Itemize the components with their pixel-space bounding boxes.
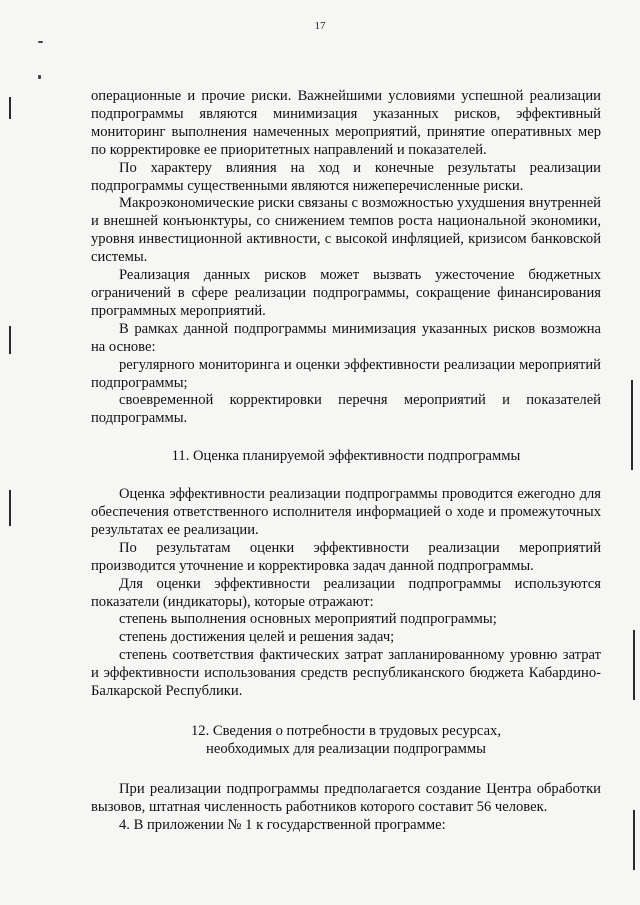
paragraph: Оценка эффективности реализации подпрограммы проводится ежегодно для обеспечения ответственного исполнителя информацией о ходе и промежуточных результатах ее реализации. <box>91 486 601 538</box>
list-item: степень достижения целей и решения задач; <box>119 629 395 646</box>
document-body <box>91 88 601 835</box>
paragraph: По характеру влияния на ход и конечные результаты реализации подпрограммы существенными являются нижеперечисленные риски. <box>91 159 601 194</box>
margin-line <box>633 810 635 870</box>
margin-line <box>9 326 11 354</box>
page-number: 17 <box>314 20 326 32</box>
paragraph: В рамках данной подпрограммы минимизация указанных рисков возможна на основе: <box>91 320 601 355</box>
paragraph: Макроэкономические риски связаны с возможностью ухудшения внутренней и внешней конъюнктуры, со снижением темпов роста национальной экономики, уровня инвестиционной активности, с высокой инфляцией, кризисом банковской системы. <box>91 195 601 266</box>
paragraph: операционные и прочие риски. Важнейшими условиями успешной реализации подпрограммы являются минимизация указанных рисков, эффективный мониторинг выполнения намеченных мероприятий, принятие оперативных мер по корректировке ее приоритетных направлений и показателей. <box>91 88 601 158</box>
paragraph: Реализация данных рисков может вызвать ужесточение бюджетных ограничений в сфере реализации подпрограммы, сокращение финансирования программных мероприятий. <box>91 267 601 319</box>
section-heading-11: 11. Оценка планируемой эффективности подпрограммы <box>171 448 521 465</box>
list-item: степень выполнения основных мероприятий подпрограммы; <box>119 611 497 628</box>
list-item: степень соответствия фактических затрат запланированному уровню затрат и эффективности использования средств республиканского бюджета Кабардино-Балкарской Республики. <box>91 647 601 700</box>
margin-line <box>631 380 633 470</box>
margin-line <box>633 630 635 700</box>
scan-mark <box>38 75 41 79</box>
closing-item: 4. В приложении № 1 к государственной программе: <box>119 816 446 833</box>
paragraph: По результатам оценки эффективности реализации мероприятий производится уточнение и корректировка задач данной подпрограммы. <box>91 539 601 574</box>
scan-mark <box>38 41 43 43</box>
margin-line <box>9 490 11 526</box>
paragraph: Для оценки эффективности реализации подпрограммы используются показатели (индикаторы), которые отражают: <box>91 575 601 610</box>
section-heading-12-line2: необходимых для реализации подпрограммы <box>206 740 486 757</box>
paragraph: При реализации подпрограммы предполагается создание Центра обработки вызовов, штатная численность работников которого составит 56 человек. <box>91 780 601 815</box>
section-heading-12-line1: 12. Сведения о потребности в трудовых ресурсах, <box>190 723 502 739</box>
paragraph: своевременной корректировки перечня мероприятий и показателей подпрограммы. <box>91 392 601 427</box>
margin-line <box>9 97 11 119</box>
paragraph: регулярного мониторинга и оценки эффективности реализации мероприятий подпрограммы; <box>91 356 601 391</box>
